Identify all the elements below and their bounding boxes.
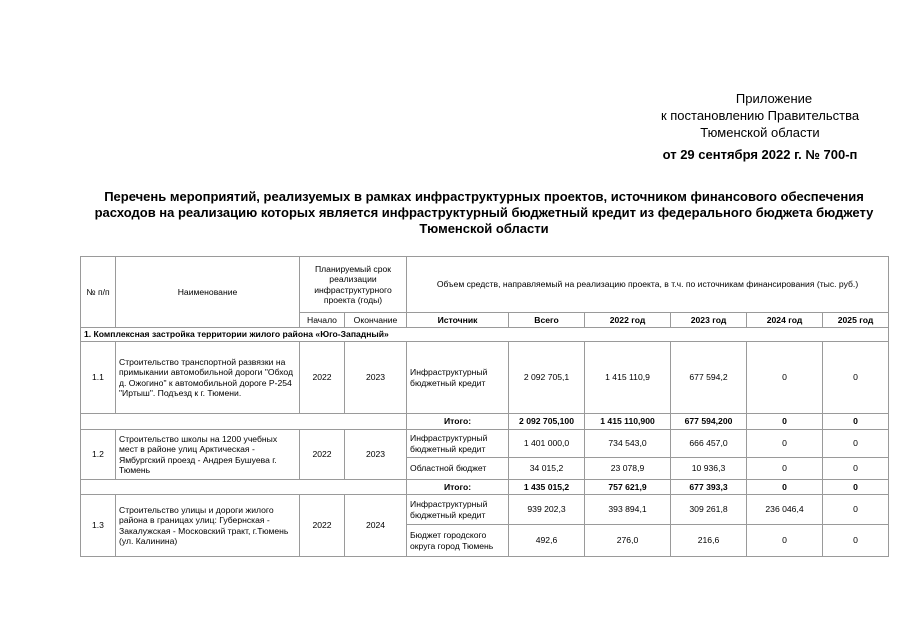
appendix-decree-date: от 29 сентября 2022 г. № 700-п xyxy=(662,147,858,162)
value-total: 2 092 705,1 xyxy=(509,342,585,414)
itogo-2023: 677 594,200 xyxy=(671,414,747,430)
project-name: Строительство школы на 1200 учебных мест в районе улиц Арктическая - Ямбургский проезд - Андрея Бушуева г. Тюмень xyxy=(116,430,300,480)
header-start: Начало xyxy=(300,313,345,328)
itogo-2025: 0 xyxy=(823,480,889,495)
funding-source: Бюджет городского округа город Тюмень xyxy=(407,525,509,557)
itogo-total: 1 435 015,2 xyxy=(509,480,585,495)
itogo-total: 2 092 705,100 xyxy=(509,414,585,430)
value-2023: 309 261,8 xyxy=(671,495,747,525)
value-2023: 216,6 xyxy=(671,525,747,557)
value-2022: 734 543,0 xyxy=(585,430,671,458)
header-source: Источник xyxy=(407,313,509,328)
funding-source: Инфраструктурный бюджетный кредит xyxy=(407,495,509,525)
header-2022: 2022 год xyxy=(585,313,671,328)
appendix-line-3: Тюменской области xyxy=(700,125,820,140)
itogo-2024: 0 xyxy=(747,480,823,495)
header-num: № п/п xyxy=(81,257,116,328)
header-end: Окончание xyxy=(345,313,407,328)
value-2024: 0 xyxy=(747,458,823,480)
project-num: 1.3 xyxy=(81,495,116,557)
value-2023: 10 936,3 xyxy=(671,458,747,480)
document-title: Перечень мероприятий, реализуемых в рамках инфраструктурных проектов, источником финансового обеспечения расходов на реализацию которых является инфраструктурный бюджетный кредит из федерального бюджета бюджету Тюменской области xyxy=(94,189,874,236)
value-total: 34 015,2 xyxy=(509,458,585,480)
appendix-block xyxy=(620,90,900,163)
appendix-line-1: Приложение xyxy=(735,91,813,106)
header-name: Наименование xyxy=(116,257,300,328)
table-row xyxy=(81,342,889,414)
value-2025: 0 xyxy=(823,458,889,480)
project-end: 2023 xyxy=(345,342,407,414)
itogo-label: Итого: xyxy=(407,414,509,430)
table-row xyxy=(81,495,889,525)
project-end: 2023 xyxy=(345,430,407,480)
value-total: 1 401 000,0 xyxy=(509,430,585,458)
value-2025: 0 xyxy=(823,525,889,557)
itogo-label: Итого: xyxy=(407,480,509,495)
value-2024: 0 xyxy=(747,342,823,414)
project-start: 2022 xyxy=(300,342,345,414)
table-header-row xyxy=(81,257,889,313)
funding-source: Инфраструктурный бюджетный кредит xyxy=(407,342,509,414)
itogo-2022: 1 415 110,900 xyxy=(585,414,671,430)
value-2022: 1 415 110,9 xyxy=(585,342,671,414)
project-num: 1.1 xyxy=(81,342,116,414)
value-total: 939 202,3 xyxy=(509,495,585,525)
value-2023: 666 457,0 xyxy=(671,430,747,458)
project-end: 2024 xyxy=(345,495,407,557)
funding-source: Инфраструктурный бюджетный кредит xyxy=(407,430,509,458)
value-2025: 0 xyxy=(823,430,889,458)
table-row xyxy=(81,430,889,458)
value-total: 492,6 xyxy=(509,525,585,557)
header-total: Всего xyxy=(509,313,585,328)
itogo-2024: 0 xyxy=(747,414,823,430)
value-2025: 0 xyxy=(823,495,889,525)
header-2025: 2025 год xyxy=(823,313,889,328)
itogo-row xyxy=(81,414,889,430)
itogo-2022: 757 621,9 xyxy=(585,480,671,495)
project-name: Строительство транспортной развязки на примыкании автомобильной дороги "Обход д. Ожогино" к автомобильной дороге Р-254 "Иртыш". Подъезд к г. Тюмени. xyxy=(116,342,300,414)
itogo-2023: 677 393,3 xyxy=(671,480,747,495)
appendix-line-2: к постановлению Правительства xyxy=(660,108,860,123)
itogo-row xyxy=(81,480,889,495)
value-2023: 677 594,2 xyxy=(671,342,747,414)
header-period: Планируемый срок реализации инфраструктурного проекта (годы) xyxy=(300,257,407,313)
value-2022: 393 894,1 xyxy=(585,495,671,525)
funding-source: Областной бюджет xyxy=(407,458,509,480)
value-2025: 0 xyxy=(823,342,889,414)
itogo-2025: 0 xyxy=(823,414,889,430)
value-2022: 23 078,9 xyxy=(585,458,671,480)
value-2022: 276,0 xyxy=(585,525,671,557)
section-row xyxy=(81,328,889,342)
projects-table xyxy=(80,256,889,557)
value-2024: 0 xyxy=(747,430,823,458)
header-2023: 2023 год xyxy=(671,313,747,328)
header-volume: Объем средств, направляемый на реализацию проекта, в т.ч. по источникам финансирования (тыс. руб.) xyxy=(407,257,889,313)
value-2024: 236 046,4 xyxy=(747,495,823,525)
value-2024: 0 xyxy=(747,525,823,557)
project-start: 2022 xyxy=(300,430,345,480)
header-2024: 2024 год xyxy=(747,313,823,328)
project-num: 1.2 xyxy=(81,430,116,480)
itogo-spacer xyxy=(81,480,407,495)
project-name: Строительство улицы и дороги жилого района в границах улиц: Губернская - Закалужская - Московский тракт, г.Тюмень (ул. Калинина) xyxy=(116,495,300,557)
project-start: 2022 xyxy=(300,495,345,557)
itogo-spacer xyxy=(81,414,407,430)
section-title: 1. Комплексная застройка территории жилого района «Юго-Западный» xyxy=(81,328,889,342)
